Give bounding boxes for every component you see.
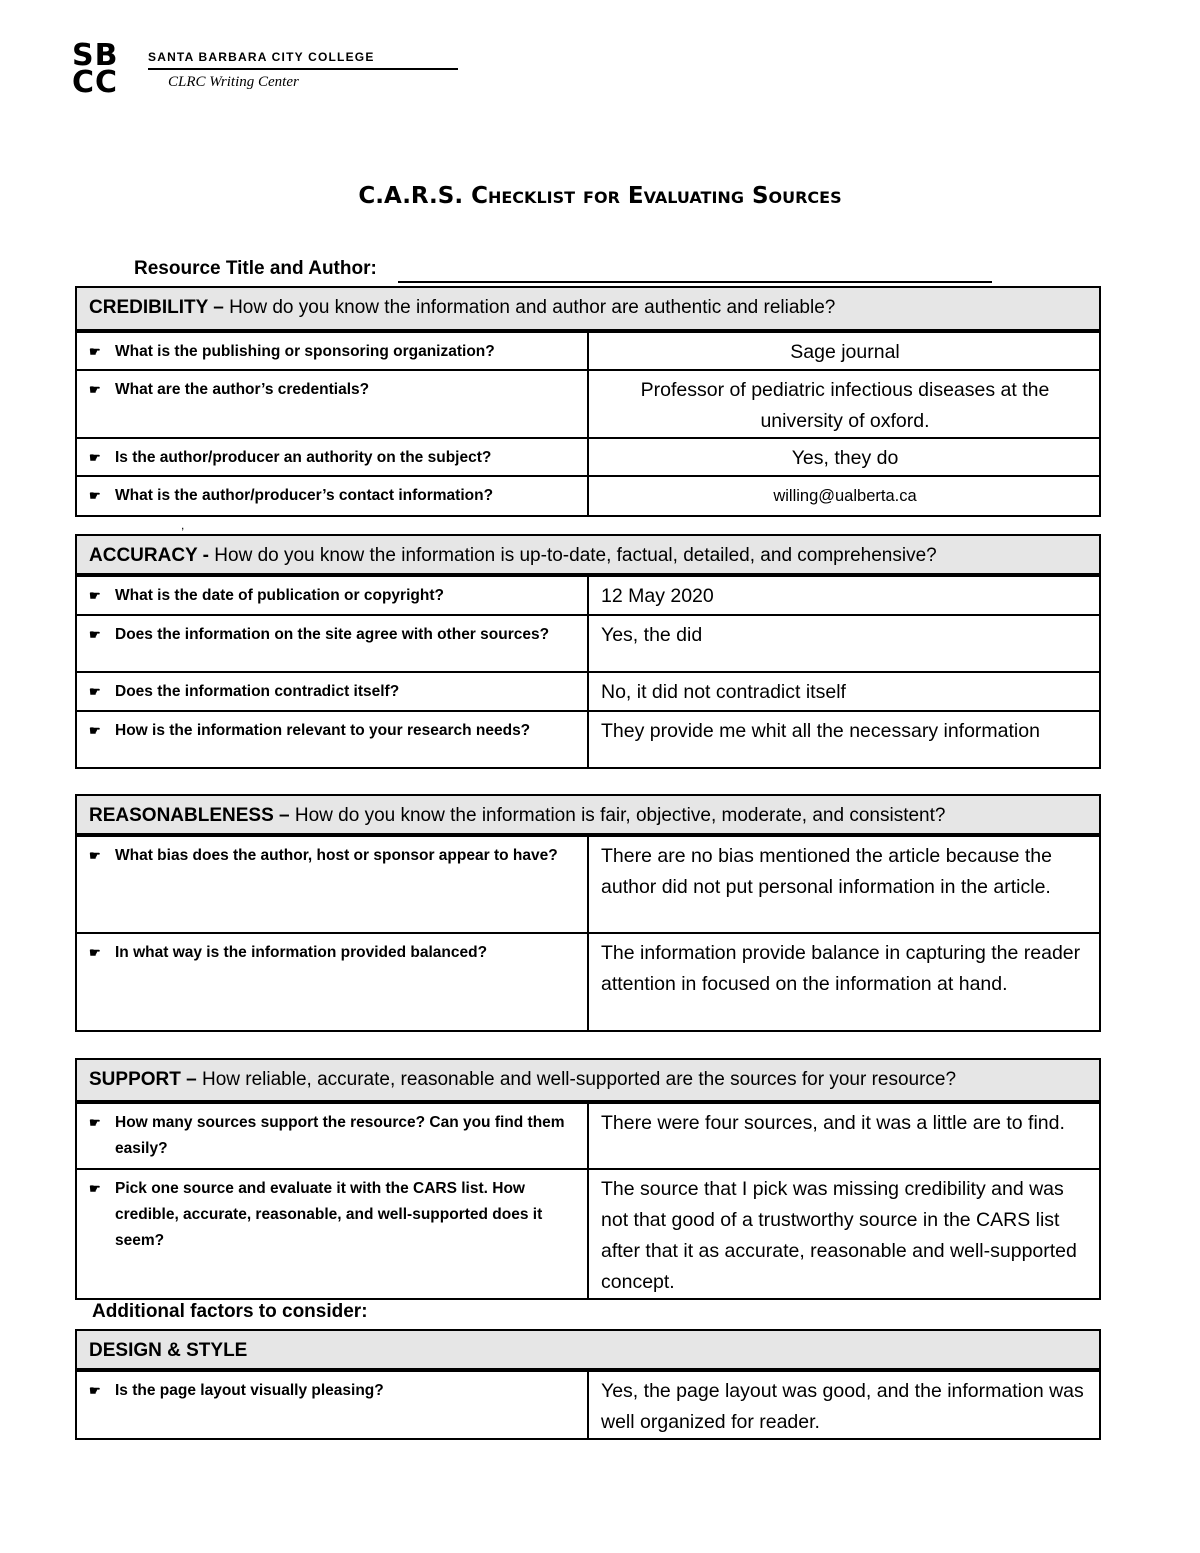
logo-divider (148, 68, 458, 70)
question-text: Pick one source and evaluate it with the CARS list. How credible, accurate, reasonable, and well-supported does it seem? (115, 1180, 543, 1249)
question-cell (76, 476, 588, 516)
table-row (76, 835, 1100, 933)
table-row (76, 1169, 1100, 1299)
support-table (75, 1058, 1101, 1300)
design-table (75, 1329, 1101, 1440)
table-row (76, 331, 1100, 370)
question-text: How is the information relevant to your research needs? (115, 722, 531, 739)
table-row (76, 370, 1100, 438)
question-text: Does the information on the site agree with other sources? (115, 626, 550, 643)
writing-center-name: CLRC Writing Center (168, 74, 299, 90)
accuracy-heading: ACCURACY (89, 545, 198, 566)
pointing-hand-icon: ☛ (89, 1181, 101, 1196)
pointing-hand-icon: ☛ (89, 945, 101, 960)
credibility-dash: – (207, 297, 230, 318)
answer-cell[interactable]: The information provide balance in capturing the reader attention in focused on the information at hand. (588, 933, 1100, 1031)
question-text: What is the publishing or sponsoring organization? (115, 343, 495, 360)
title-prefix: C.A.R.S. (358, 183, 472, 209)
question-cell (76, 835, 588, 933)
design-heading: DESIGN & STYLE (89, 1340, 248, 1361)
pointing-hand-icon: ☛ (89, 627, 101, 642)
reasonableness-question: How do you know the information is fair, objective, moderate, and consistent? (294, 805, 946, 826)
pointing-hand-icon: ☛ (89, 1383, 101, 1398)
question-text: What bias does the author, host or sponsor appear to have? (115, 847, 558, 864)
reasonableness-table (75, 794, 1101, 1032)
answer-cell[interactable]: Yes, the page layout was good, and the information was well organized for reader. (588, 1370, 1100, 1439)
question-cell (76, 672, 588, 711)
accuracy-table (75, 534, 1101, 769)
accuracy-dash: - (197, 545, 215, 566)
table-row (76, 1370, 1100, 1439)
answer-cell[interactable]: They provide me whit all the necessary information (588, 711, 1100, 768)
logo-mark-line1: SB (72, 38, 119, 73)
question-cell (76, 331, 588, 370)
table-row (76, 1102, 1100, 1169)
question-text: What are the author’s credentials? (115, 381, 370, 398)
question-cell (76, 370, 588, 438)
answer-cell[interactable]: No, it did not contradict itself (588, 672, 1100, 711)
support-dash: – (180, 1069, 202, 1090)
reasonableness-header (76, 795, 1100, 835)
question-cell (76, 575, 588, 615)
answer-cell[interactable]: Yes, the did (588, 615, 1100, 672)
design-header (76, 1330, 1100, 1370)
answer-cell[interactable]: Sage journal (588, 331, 1100, 370)
question-text: Is the author/producer an authority on the subject? (115, 449, 492, 466)
accuracy-header (76, 535, 1100, 575)
question-cell (76, 438, 588, 476)
credibility-heading: CREDIBILITY (89, 297, 208, 318)
sbcc-logo (72, 38, 392, 102)
credibility-table (75, 286, 1101, 517)
table-row (76, 711, 1100, 768)
pointing-hand-icon: ☛ (89, 723, 101, 738)
logo-mark-line2: CC (72, 65, 119, 100)
question-text: In what way is the information provided balanced? (115, 944, 488, 961)
answer-cell[interactable]: There are no bias mentioned the article because the author did not put personal information in the article. (588, 835, 1100, 933)
pointing-hand-icon: ☛ (89, 382, 101, 397)
question-cell (76, 1370, 588, 1439)
additional-factors-label: Additional factors to consider: (92, 1301, 368, 1322)
accuracy-question: How do you know the information is up-to-date, factual, detailed, and comprehensive? (214, 545, 937, 566)
question-cell (76, 1169, 588, 1299)
answer-cell[interactable]: 12 May 2020 (588, 575, 1100, 615)
question-text: How many sources support the resource? Can you find them easily? (115, 1114, 565, 1157)
table-row (76, 672, 1100, 711)
question-cell (76, 1102, 588, 1169)
page-title (0, 183, 1200, 209)
answer-cell[interactable]: Yes, they do (588, 438, 1100, 476)
table-row (76, 438, 1100, 476)
support-question: How reliable, accurate, reasonable and well-supported are the sources for your resource? (201, 1069, 957, 1090)
pointing-hand-icon: ☛ (89, 684, 101, 699)
question-cell (76, 933, 588, 1031)
answer-cell[interactable]: The source that I pick was missing credibility and was not that good of a trustworthy source in the CARS list after that it as accurate, reasonable and well-supported concept. (588, 1169, 1100, 1299)
stray-mark: , (181, 518, 185, 532)
question-cell (76, 711, 588, 768)
table-row (76, 575, 1100, 615)
table-row (76, 615, 1100, 672)
college-name: SANTA BARBARA CITY COLLEGE (148, 50, 375, 64)
question-text: Is the page layout visually pleasing? (115, 1382, 384, 1399)
reasonableness-dash: – (273, 805, 295, 826)
resource-input-line[interactable] (398, 281, 992, 283)
answer-cell[interactable]: There were four sources, and it was a little are to find. (588, 1102, 1100, 1169)
credibility-question: How do you know the information and author are authentic and reliable? (229, 297, 836, 318)
answer-cell[interactable]: willing@ualberta.ca (588, 476, 1100, 516)
resource-label: Resource Title and Author: (134, 258, 377, 279)
pointing-hand-icon: ☛ (89, 450, 101, 465)
support-heading: SUPPORT (89, 1069, 181, 1090)
reasonableness-heading: REASONABLENESS (89, 805, 274, 826)
pointing-hand-icon: ☛ (89, 588, 101, 603)
table-row (76, 476, 1100, 516)
pointing-hand-icon: ☛ (89, 848, 101, 863)
table-row (76, 933, 1100, 1031)
answer-cell[interactable]: Professor of pediatric infectious diseases at the university of oxford. (588, 370, 1100, 438)
credibility-header (76, 287, 1100, 331)
support-header (76, 1059, 1100, 1102)
pointing-hand-icon: ☛ (89, 488, 101, 503)
title-rest: Checklist for Evaluating Sources (471, 183, 842, 209)
question-text: What is the author/producer’s contact information? (115, 487, 494, 504)
question-cell (76, 615, 588, 672)
sbcc-logo-mark (72, 38, 119, 100)
pointing-hand-icon: ☛ (89, 344, 101, 359)
question-text: What is the date of publication or copyright? (115, 587, 444, 604)
question-text: Does the information contradict itself? (115, 683, 400, 700)
pointing-hand-icon: ☛ (89, 1115, 101, 1130)
